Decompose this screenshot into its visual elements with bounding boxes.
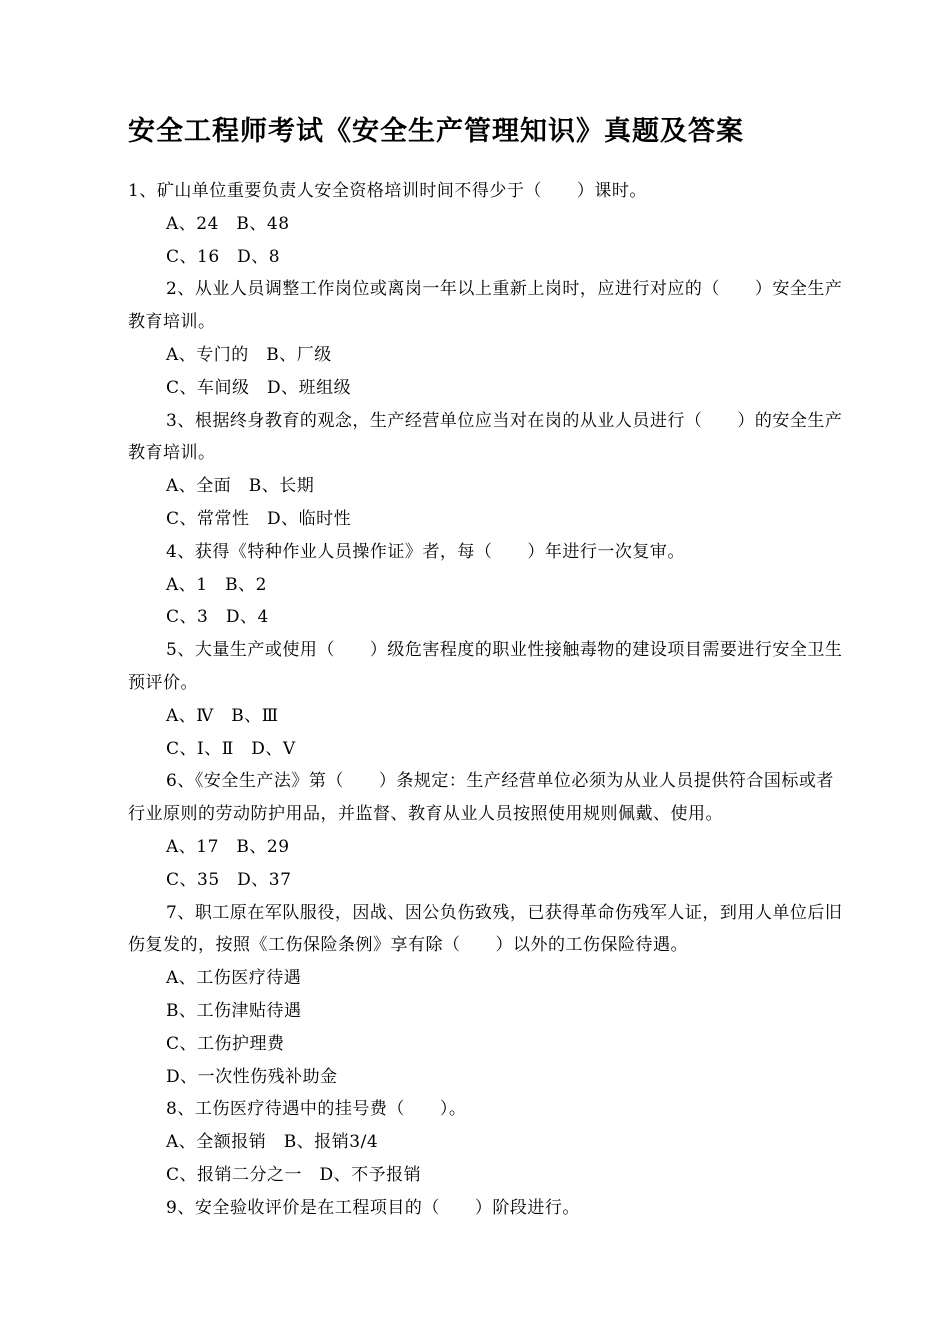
question-8: 8、工伤医疗待遇中的挂号费（ ）。 xyxy=(166,1099,467,1120)
option-line: A、24 B、48 xyxy=(166,213,290,234)
option-line: A、工伤医疗待遇 xyxy=(166,968,302,989)
document-title: 安全工程师考试《安全生产管理知识》真题及答案 xyxy=(128,116,744,147)
question-5: 5、大量生产或使用（ ）级危害程度的职业性接触毒物的建设项目需要进行安全卫生预评价。 xyxy=(128,640,843,693)
option-line: D、一次性伤残补助金 xyxy=(166,1066,338,1087)
option-line: B、工伤津贴待遇 xyxy=(166,1000,302,1021)
question-6: 6、《安全生产法》第（ ）条规定：生产经营单位必须为从业人员提供符合国标或者行业原则的劳动防护用品，并监督、教育从业人员按照使用规则佩戴、使用。 xyxy=(128,771,834,825)
option-line: C、常常性 D、临时性 xyxy=(166,508,352,529)
option-line: C、车间级 D、班组级 xyxy=(166,377,352,398)
option-line: A、17 B、29 xyxy=(166,836,290,857)
option-line: C、报销二分之一 D、不予报销 xyxy=(166,1164,422,1185)
option-line: C、Ⅰ、Ⅱ D、Ⅴ xyxy=(166,738,296,759)
option-line: A、全额报销 B、报销3/4 xyxy=(166,1132,379,1153)
option-line: A、全面 B、长期 xyxy=(166,476,315,497)
option-line: C、16 D、8 xyxy=(166,246,281,267)
option-line: A、专门的 B、厂级 xyxy=(166,344,332,365)
option-line: C、35 D、37 xyxy=(166,869,292,890)
option-line: C、3 D、4 xyxy=(166,607,269,628)
question-7: 7、职工原在军队服役，因战、因公负伤致残，已获得革命伤残军人证，到用人单位后旧伤复发的，按照《工伤保险条例》享有除（ ）以外的工伤保险待遇。 xyxy=(128,902,843,956)
question-4: 4、获得《特种作业人员操作证》者，每（ ）年进行一次复审。 xyxy=(166,541,685,562)
question-2: 2、从业人员调整工作岗位或离岗一年以上重新上岗时，应进行对应的（ ）安全生产教育培训。 xyxy=(128,279,843,333)
option-line: C、工伤护理费 xyxy=(166,1033,285,1054)
question-1: 1、矿山单位重要负责人安全资格培训时间不得少于（ ）课时。 xyxy=(128,181,647,201)
option-line: A、1 B、2 xyxy=(166,574,267,595)
option-line: A、Ⅳ B、Ⅲ xyxy=(166,705,279,726)
question-3: 3、根据终身教育的观念，生产经营单位应当对在岗的从业人员进行（ ）的安全生产教育培训。 xyxy=(128,410,843,464)
question-9: 9、安全验收评价是在工程项目的（ ）阶段进行。 xyxy=(166,1197,580,1218)
question-list xyxy=(128,175,848,1225)
